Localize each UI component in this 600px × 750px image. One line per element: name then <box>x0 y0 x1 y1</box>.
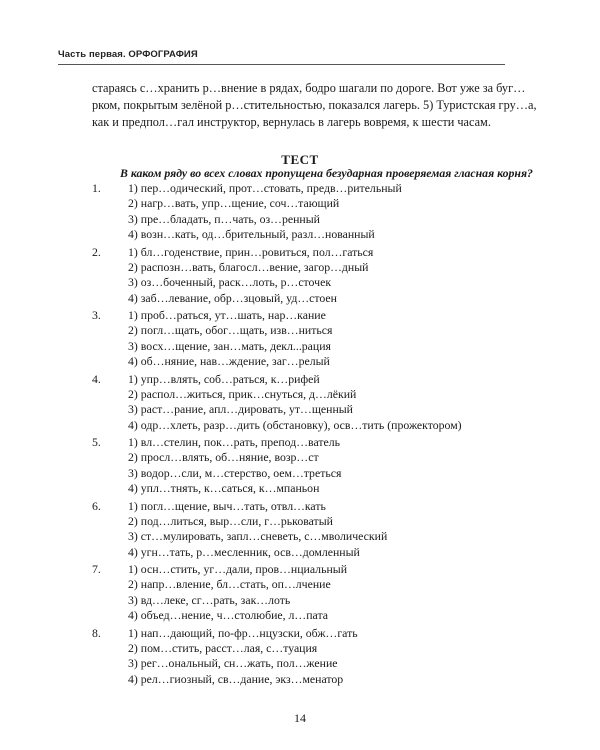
answer-option-row <box>92 656 522 671</box>
answer-option-row <box>92 514 522 529</box>
answer-option: 1) вл…стелин, пок…рать, препод…ватель <box>128 435 341 449</box>
answer-option: 3) вд…леке, сг…рать, зак…лоть <box>128 592 291 607</box>
header-divider <box>58 64 505 65</box>
answer-option-row <box>92 260 522 275</box>
running-header: Часть первая. ОРФОГРАФИЯ <box>58 49 198 60</box>
answer-option: 4) объед…нение, ч…столюбие, л…пата <box>128 608 328 623</box>
answer-option: 3) оз…боченный, раск…лоть, р…сточек <box>128 275 332 290</box>
answer-option: 3) раст…рание, апл…дировать, ут…щенный <box>128 402 353 417</box>
answer-option-row <box>92 418 522 433</box>
answer-option: 3) рег…ональный, сн…жать, пол…жение <box>128 656 338 671</box>
intro-line: стараясь с…хранить р…внение в рядах, бодро шагали по дороге. Вот уже за буг… <box>92 81 526 95</box>
answer-option: 2) погл…щать, обог…щать, изв…ниться <box>128 323 333 338</box>
test-question: В каком ряду во всех словах пропущена безударная проверяемая гласная корня? <box>120 166 533 180</box>
answer-option: 3) восх…щение, зан…мать, декл...рация <box>128 338 331 353</box>
item-number: 8. <box>92 625 101 640</box>
answer-option: 3) пре…бладать, п…чать, оз…ренный <box>128 211 320 226</box>
item-number: 6. <box>92 498 101 513</box>
answer-option-row <box>92 196 522 211</box>
answer-option-row <box>92 641 522 656</box>
page-number: 14 <box>294 711 306 725</box>
answer-option: 2) просл…влять, об…няние, возр…ст <box>128 450 319 465</box>
test-item <box>92 562 522 626</box>
intro-line: рком, покрытым зелёной р…стительностью, показался лагерь. 5) Туристская гру…а, <box>92 98 537 112</box>
answer-option-row <box>92 562 522 577</box>
answer-option-row <box>92 308 522 323</box>
answer-option-row <box>92 481 522 496</box>
answer-option-row <box>92 227 522 242</box>
answer-option-row <box>92 593 522 608</box>
test-title: ТЕСТ <box>281 152 319 167</box>
answer-option: 4) одр…хлеть, разр…дить (обстановку), осв…тить (прожектором) <box>128 417 462 432</box>
answer-option-row <box>92 181 522 196</box>
answer-option: 4) упл…тнять, к…саться, к…мпаньон <box>128 481 320 496</box>
intro-line: как и предпол…гал инструктор, вернулась в лагерь вовремя, к шести часам. <box>92 115 491 129</box>
answer-option: 4) угн…тать, р…месленник, осв…домленный <box>128 544 360 559</box>
answer-option-row <box>92 339 522 354</box>
answer-option-row <box>92 387 522 402</box>
answer-option: 2) нагр…вать, упр…щение, соч…тающий <box>128 196 340 211</box>
answer-option: 1) пер…одический, прот…стовать, предв…рительный <box>128 181 402 195</box>
answer-option-row <box>92 402 522 417</box>
answer-option: 3) ст…мулировать, запл…сневеть, с…мволический <box>128 529 388 544</box>
answer-option: 1) бл…годенствие, прин…ровиться, пол…гаться <box>128 244 374 259</box>
answer-option: 4) рел…гиозный, св…дание, экз…менатор <box>128 671 344 686</box>
test-items <box>92 181 522 689</box>
answer-option: 3) водор…сли, м…стерство, оем…треться <box>128 465 342 480</box>
answer-option: 2) напр…вление, бл…стать, оп…лчение <box>128 577 331 592</box>
answer-option: 1) упр…влять, соб…раться, к…рифей <box>128 371 320 386</box>
answer-option-row <box>92 245 522 260</box>
test-item <box>92 626 522 690</box>
answer-option: 2) под…литься, выр…сли, г…рьковатый <box>128 513 333 528</box>
answer-option-row <box>92 529 522 544</box>
answer-option-row <box>92 672 522 687</box>
test-item <box>92 245 522 309</box>
answer-option: 4) об…няние, нав…ждение, заг…релый <box>128 354 330 369</box>
test-item <box>92 181 522 245</box>
answer-option-row <box>92 545 522 560</box>
answer-option: 2) распозн…вать, благосл…вение, загор…дный <box>128 259 369 274</box>
answer-option-row <box>92 608 522 623</box>
answer-option-row <box>92 291 522 306</box>
intro-text <box>92 80 537 131</box>
answer-option: 1) осн…стить, уг…дали, пров…нциальный <box>128 562 348 576</box>
answer-option-row <box>92 212 522 227</box>
answer-option-row <box>92 354 522 369</box>
test-item <box>92 372 522 436</box>
test-item <box>92 499 522 563</box>
answer-option-row <box>92 323 522 338</box>
answer-option: 4) возн…кать, од…брительный, разл…нованный <box>128 227 375 242</box>
answer-option: 2) распол…житься, прик…снуться, д…лёкий <box>128 386 357 401</box>
item-number: 2. <box>92 244 101 259</box>
item-number: 7. <box>92 562 101 576</box>
item-number: 1. <box>92 181 101 195</box>
answer-option: 1) проб…раться, ут…шать, нар…кание <box>128 308 326 322</box>
answer-option-row <box>92 626 522 641</box>
answer-option: 2) пом…стить, расст…лая, с…туация <box>128 640 318 655</box>
answer-option: 1) нап…дающий, по-фр…нцузски, обж…гать <box>128 625 358 640</box>
test-item <box>92 308 522 372</box>
test-item <box>92 435 522 499</box>
answer-option-row <box>92 435 522 450</box>
answer-option: 4) заб…левание, обр…зцовый, уд…стоен <box>128 290 337 305</box>
answer-option-row <box>92 450 522 465</box>
answer-option-row <box>92 499 522 514</box>
answer-option-row <box>92 372 522 387</box>
answer-option-row <box>92 577 522 592</box>
item-number: 4. <box>92 371 101 386</box>
answer-option-row <box>92 466 522 481</box>
item-number: 5. <box>92 435 101 449</box>
answer-option: 1) погл…щение, выч…тать, отвл…кать <box>128 498 326 513</box>
item-number: 3. <box>92 308 101 322</box>
answer-option-row <box>92 275 522 290</box>
